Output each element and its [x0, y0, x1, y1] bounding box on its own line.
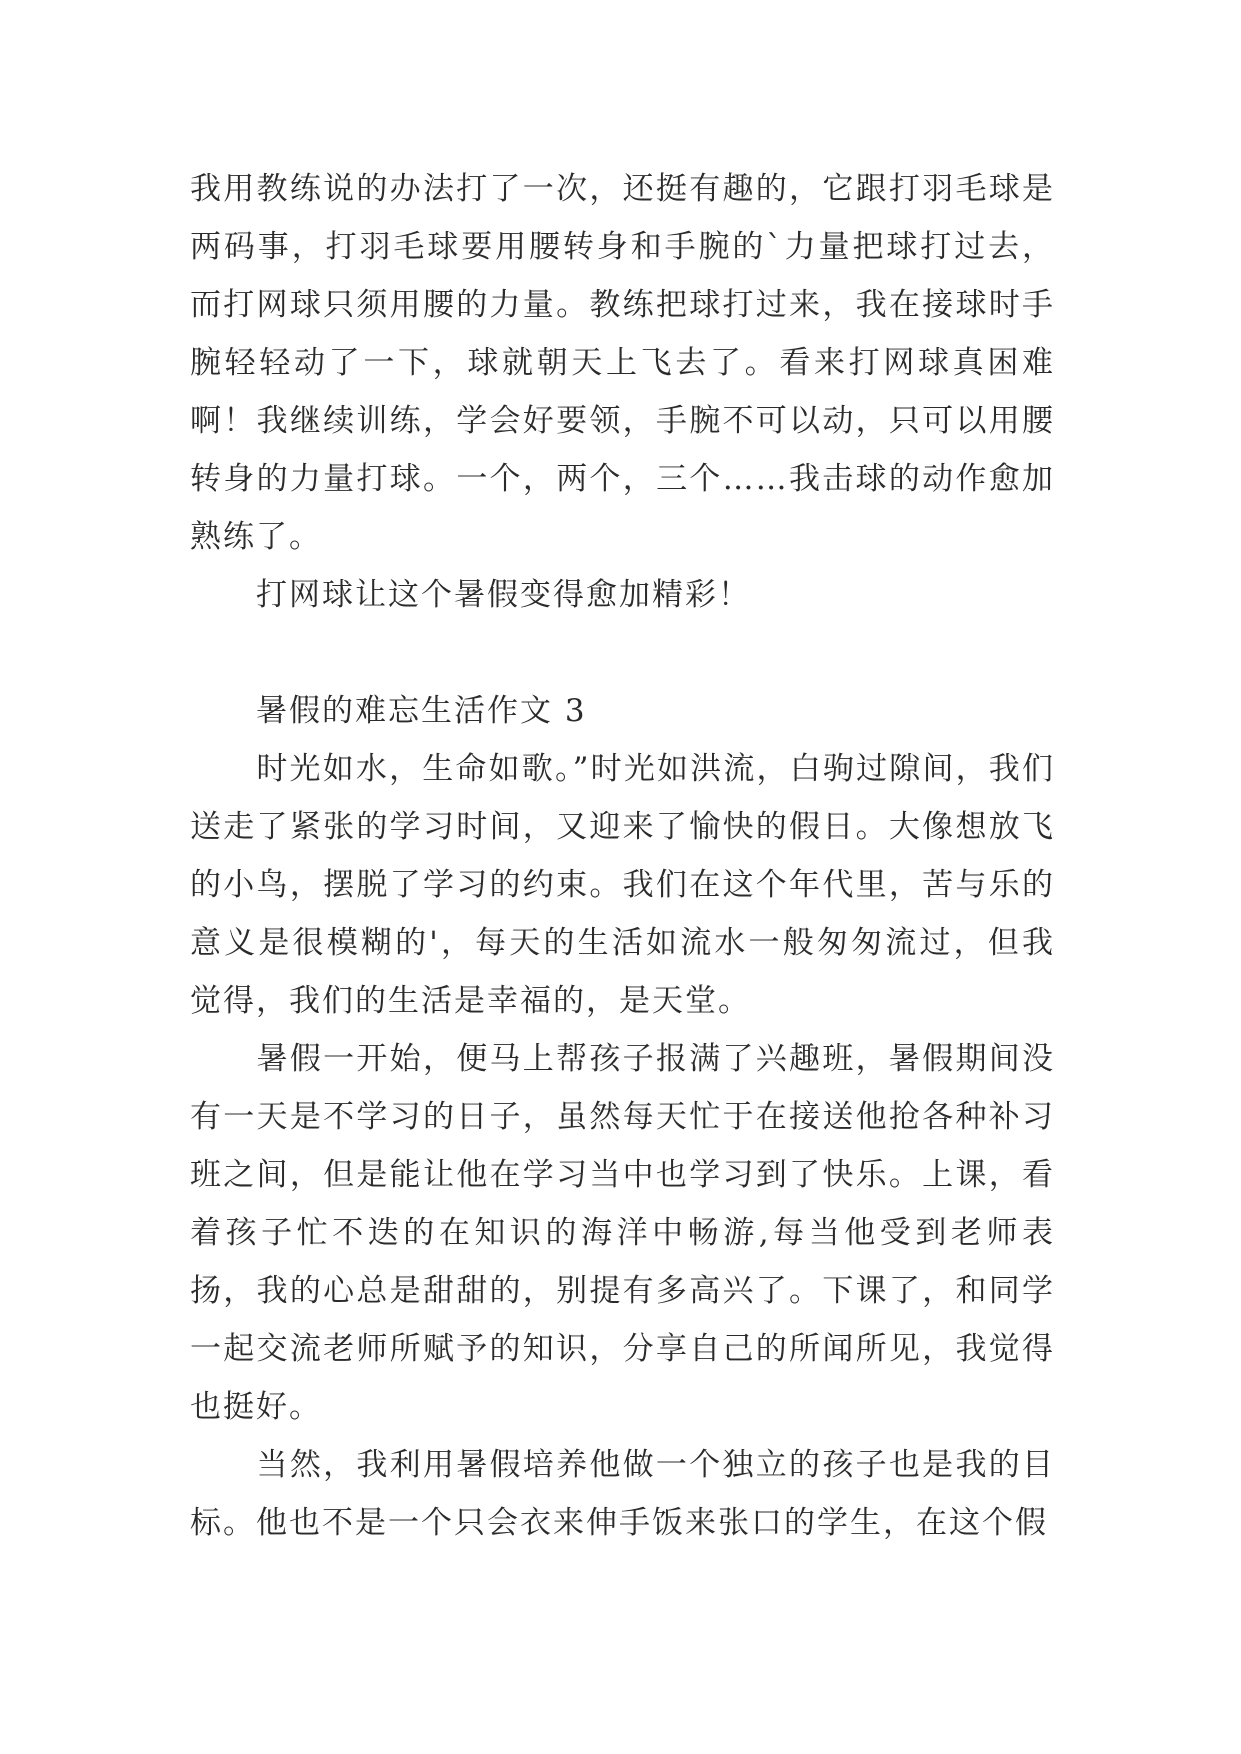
- paragraph-time-like-water: 时光如水，生命如歌。”时光如洪流，白驹过隙间，我们送走了紧张的学习时间，又迎来了愉快的假日。大像想放飞的小鸟，摆脱了学习的约束。我们在这个年代里，苦与乐的意义是很模糊的'，每天的生活如流水一般匆匆流过，但我觉得，我们的生活是幸福的，是天堂。: [190, 751, 1055, 1019]
- paragraph-independence: 当然，我利用暑假培养他做一个独立的孩子也是我的目标。他也不是一个只会衣来伸手饭来张口的学生，在这个假: [190, 1447, 1055, 1541]
- section-gap: [190, 624, 1055, 682]
- paragraph-tennis-conclusion: 打网球让这个暑假变得愈加精彩！: [190, 577, 751, 613]
- paragraph-tennis-practice: 我用教练说的办法打了一次，还挺有趣的，它跟打羽毛球是两码事，打羽毛球要用腰转身和手腕的`力量把球打过去，而打网球只须用腰的力量。教练把球打过来，我在接球时手腕轻轻动了一下，球就朝天上飞去了。看来打网球真困难啊！我继续训练，学会好要领，手腕不可以动，只可以用腰转身的力量打球。一个，两个，三个……我击球的动作愈加熟练了。: [190, 171, 1055, 555]
- section-heading: 暑假的难忘生活作文 3: [190, 693, 587, 729]
- document-page: [190, 160, 1055, 1552]
- paragraph-summer-classes: 暑假一开始，便马上帮孩子报满了兴趣班，暑假期间没有一天是不学习的日子，虽然每天忙于在接送他抢各种补习班之间，但是能让他在学习当中也学习到了快乐。上课，看着孩子忙不迭的在知识的海洋中畅游,每当他受到老师表扬，我的心总是甜甜的，别提有多高兴了。下课了，和同学一起交流老师所赋予的知识，分享自己的所闻所见，我觉得也挺好。: [190, 1041, 1055, 1425]
